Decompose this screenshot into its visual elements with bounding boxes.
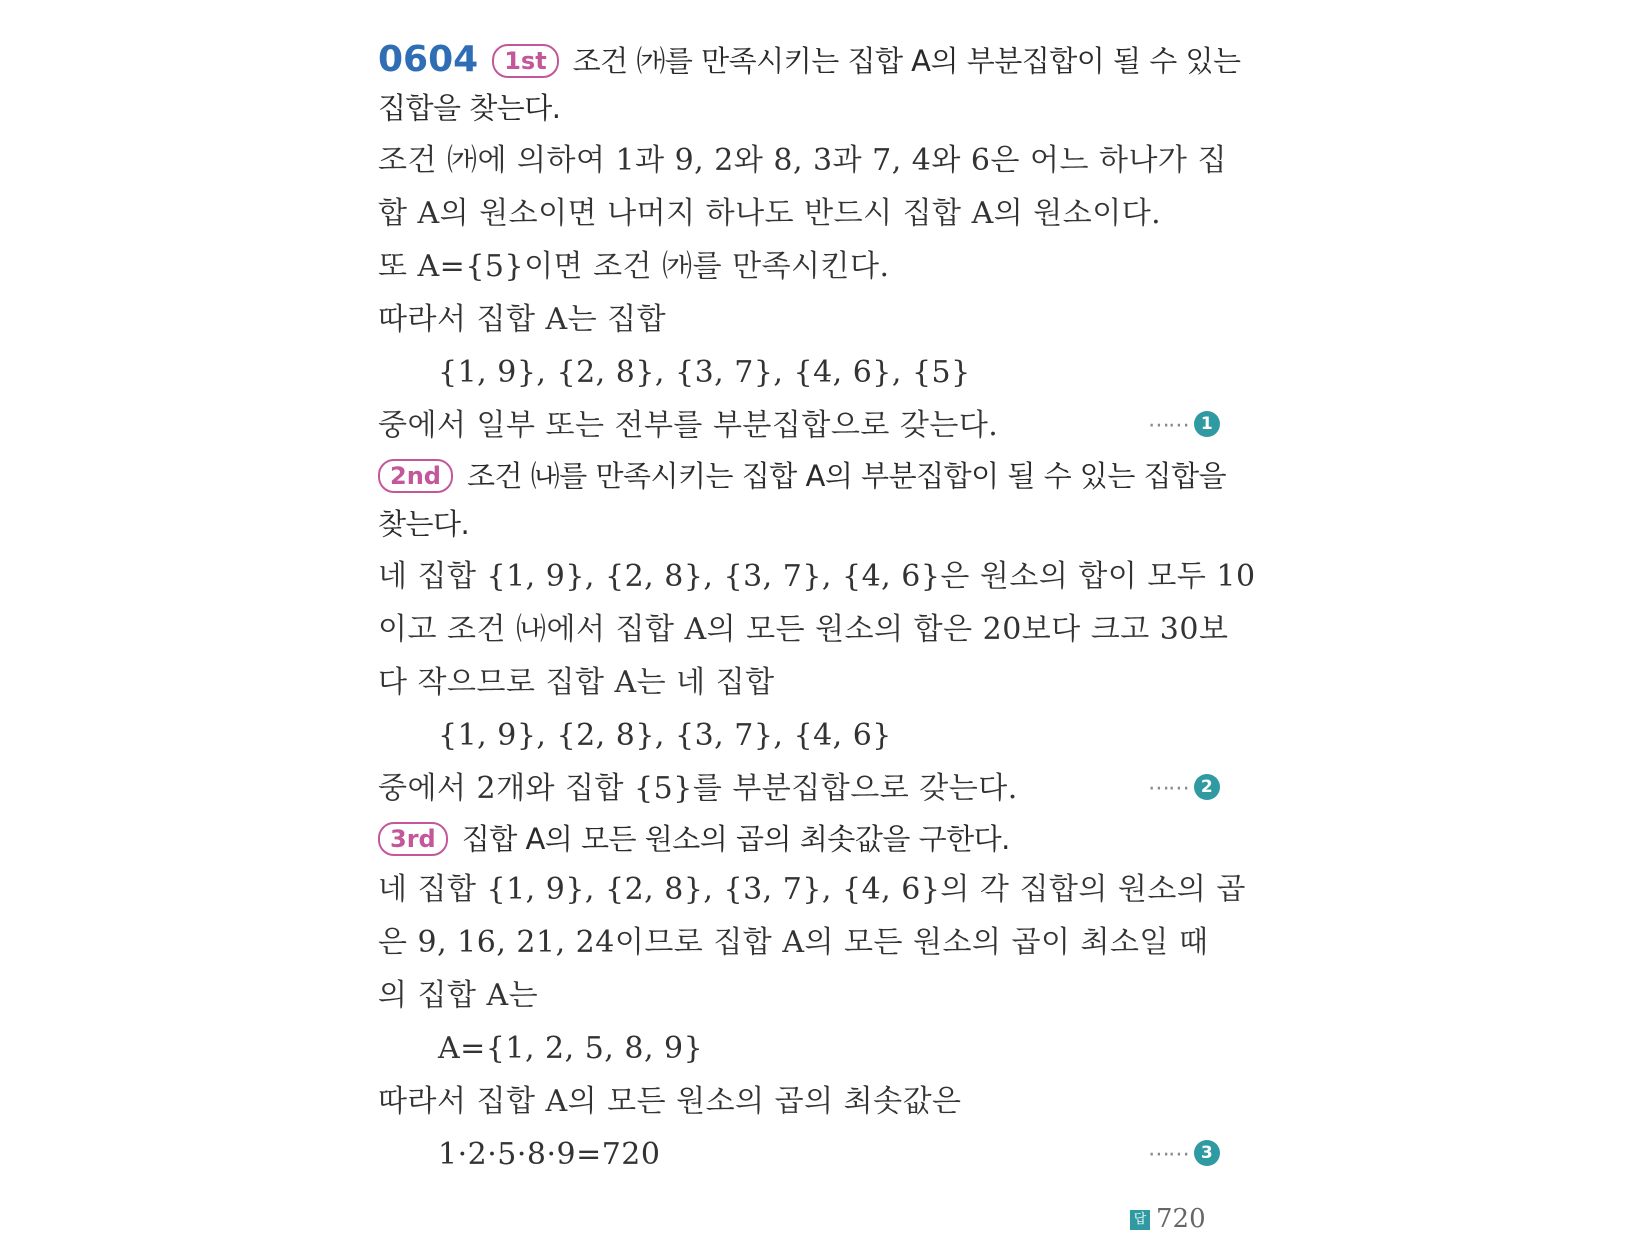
step2-line-3: 다 작으므로 집합 A는 네 집합 [378, 665, 775, 700]
step2-heading [378, 452, 1227, 500]
step2-conclusion: 중에서 2개와 집합 {5}를 부분집합으로 갖는다. [378, 771, 1018, 806]
step3-conclusion: 따라서 집합 A의 모든 원소의 곱의 최솟값은 [378, 1084, 962, 1119]
step2-line-1: 네 집합 {1, 9}, {2, 8}, {3, 7}, {4, 6}은 원소의 합이 모두 10 [378, 559, 1256, 594]
step3-heading [378, 815, 1220, 863]
step1-marker [1148, 399, 1220, 452]
step2-heading-cont: 찾는다. [378, 507, 470, 541]
step3-product: 1·2·5·8·9=720 [438, 1137, 661, 1172]
answer-value: 720 [1156, 1204, 1206, 1234]
solution-page [378, 36, 1256, 1181]
step3-marker-dots: ⋯⋯ [1148, 1142, 1188, 1167]
problem-number: 0604 [378, 39, 479, 80]
step2-conclusion-row [378, 762, 1220, 815]
step2-line-2: 이고 조건 ㈏에서 집합 A의 모든 원소의 합은 20보다 크고 30보 [378, 612, 1229, 647]
step1-marker-dots: ⋯⋯ [1148, 413, 1188, 438]
step3-product-row [378, 1128, 1220, 1181]
step3-set-result: A={1, 2, 5, 8, 9} [438, 1031, 704, 1066]
step2-marker [1148, 762, 1220, 815]
step1-marker-number: 1 [1194, 411, 1220, 437]
step2-marker-number: 2 [1194, 774, 1220, 800]
step3-line-3: 의 집합 A는 [378, 978, 539, 1013]
step1-heading-cont: 집합을 찾는다. [378, 91, 561, 125]
answer [1130, 1204, 1206, 1234]
step2-marker-dots: ⋯⋯ [1148, 776, 1188, 801]
step1-line-4: 따라서 집합 A는 집합 [378, 302, 667, 337]
step1-heading-text: 조건 ㈎를 만족시키는 집합 A의 부분집합이 될 수 있는 [572, 44, 1241, 78]
step3-marker [1148, 1128, 1220, 1181]
step1-heading [378, 36, 1241, 84]
step3-heading-text: 집합 A의 모든 원소의 곱의 최솟값을 구한다. [461, 822, 1010, 856]
step2-badge: 2nd [378, 459, 453, 493]
step3-marker-number: 3 [1194, 1140, 1220, 1166]
step3-line-2: 은 9, 16, 21, 24이므로 집합 A의 모든 원소의 곱이 최소일 때 [378, 925, 1209, 960]
step1-line-3: 또 A={5}이면 조건 ㈎를 만족시킨다. [378, 249, 890, 284]
step1-line-1: 조건 ㈎에 의하여 1과 9, 2와 8, 3과 7, 4와 6은 어느 하나가 집 [378, 143, 1227, 178]
step1-sets: {1, 9}, {2, 8}, {3, 7}, {4, 6}, {5} [438, 355, 971, 390]
step2-heading-text: 조건 ㈏를 만족시키는 집합 A의 부분집합이 될 수 있는 집합을 [466, 459, 1227, 493]
step2-sets: {1, 9}, {2, 8}, {3, 7}, {4, 6} [438, 718, 892, 753]
step1-conclusion: 중에서 일부 또는 전부를 부분집합으로 갖는다. [378, 408, 999, 443]
answer-icon: 답 [1130, 1210, 1150, 1230]
step1-line-2: 합 A의 원소이면 나머지 하나도 반드시 집합 A의 원소이다. [378, 196, 1162, 231]
step1-conclusion-row [378, 399, 1220, 452]
step1-badge: 1st [492, 44, 558, 78]
step3-line-1: 네 집합 {1, 9}, {2, 8}, {3, 7}, {4, 6}의 각 집합의 원소의 곱 [378, 872, 1246, 907]
step3-badge: 3rd [378, 822, 448, 856]
